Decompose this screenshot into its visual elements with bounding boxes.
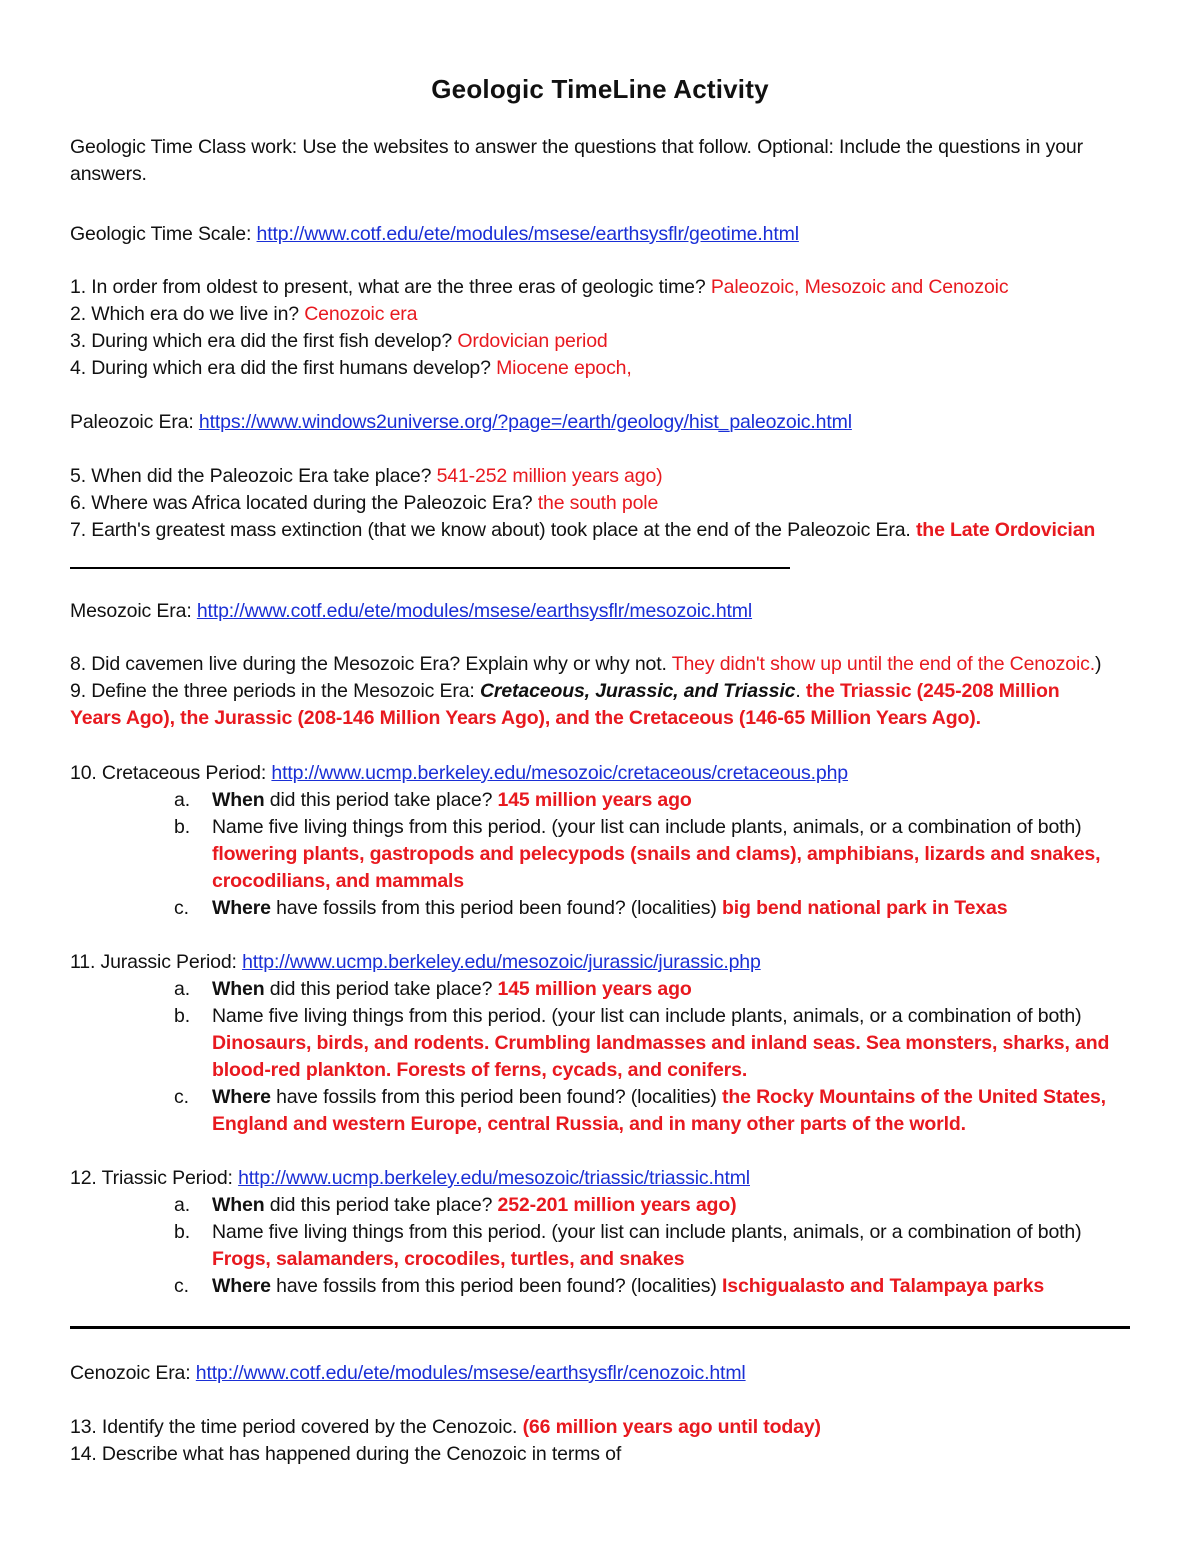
q11-item-b-answer-2: blood-red plankton. Forests of ferns, cycads, and conifers. [212,1059,748,1081]
list-marker: b. [174,816,190,838]
closing-paren: ) [1095,653,1102,675]
answer-text: Cenozoic era [304,303,418,325]
cenozoic-era-link[interactable]: http://www.cotf.edu/ete/modules/msese/earthsysflr/cenozoic.html [195,1362,746,1384]
question-6 [70,490,658,517]
list-marker: b. [174,1005,190,1027]
question-13 [70,1414,821,1441]
q11-item-b [174,1003,1081,1030]
keyword: Where [212,1086,271,1108]
mesozoic-era-link[interactable]: http://www.cotf.edu/ete/modules/msese/earthsysflr/mesozoic.html [196,600,753,622]
question-14 [70,1441,621,1468]
intro-line-1: Geologic Time Class work: Use the websites to answer the questions that follow. Optional: Include the questions in your [70,136,1083,158]
page-title: Geologic TimeLine Activity [431,74,769,104]
answer-text: Ordovician period [457,330,608,352]
question-text: 4. During which era did the first humans develop? [70,357,497,379]
cretaceous-period-label: 10. Cretaceous Period: [70,762,272,784]
list-marker: c. [174,1275,189,1297]
list-marker: c. [174,1086,189,1108]
question-text: have fossils from this period been found? (localities) [270,1086,723,1108]
jurassic-period-line [70,949,761,976]
list-marker: a. [174,978,190,1000]
answer-text: They didn't show up until the end of the Cenozoic. [671,653,1096,675]
mesozoic-era-line [70,598,752,625]
section-divider [70,567,790,569]
section-divider-thick [70,1326,1130,1329]
question-text: 8. Did cavemen live during the Mesozoic Era? Explain why or why not. [70,653,672,675]
answer-text: the Late Ordovician [915,519,1096,541]
question-9-answer-continued: Years Ago), the Jurassic (208-146 Million Years Ago), and the Cretaceous (146-65 Million Years Ago). [70,707,981,729]
question-text: 14. Describe what has happened during the Cenozoic in terms of [70,1443,622,1465]
answer-text: 145 million years ago [497,978,692,1000]
keyword: When [212,789,265,811]
list-marker: c. [174,897,189,919]
q10-item-b-answer-1: flowering plants, gastropods and pelecypods (snails and clams), amphibians, lizards and snakes, [212,843,1101,865]
q10-item-b-answer-2: crocodilians, and mammals [212,870,465,892]
question-text: Name five living things from this period. (your list can include plants, animals, or a combination of both) [212,1005,1082,1027]
paleozoic-era-line [70,409,852,436]
answer-text: Ischigualasto and Talampaya parks [722,1275,1045,1297]
keyword: When [212,978,265,1000]
geologic-time-scale-label: Geologic Time Scale: [70,223,257,245]
punctuation: . [795,680,806,702]
list-marker: a. [174,789,190,811]
question-7 [70,517,1095,544]
q11-item-a [174,976,692,1003]
emphasized-periods: Cretaceous, Jurassic, and Triassic [479,680,796,702]
question-text: have fossils from this period been found? (localities) [270,897,723,919]
answer-text: big bend national park in Texas [722,897,1008,919]
answer-text: 541-252 million years ago) [436,465,663,487]
answer-text: the Rocky Mountains of the United States, [722,1086,1106,1108]
triassic-period-line [70,1165,750,1192]
intro-line-2: answers. [70,163,147,185]
question-text: did this period take place? [264,1194,498,1216]
q12-item-b [174,1219,1081,1246]
keyword: Where [212,897,271,919]
q11-item-b-answer-1: Dinosaurs, birds, and rodents. Crumbling landmasses and inland seas. Sea monsters, sharks, and [212,1032,1110,1054]
question-4 [70,355,632,382]
question-5 [70,463,663,490]
q12-item-a [174,1192,736,1219]
question-text: 1. In order from oldest to present, what are the three eras of geologic time? [70,276,711,298]
triassic-period-link[interactable]: http://www.ucmp.berkeley.edu/mesozoic/triassic/triassic.html [238,1167,750,1189]
mesozoic-era-label: Mesozoic Era: [70,600,197,622]
cenozoic-era-label: Cenozoic Era: [70,1362,196,1384]
question-text: did this period take place? [264,789,498,811]
question-text: 5. When did the Paleozoic Era take place? [70,465,437,487]
keyword: When [212,1194,265,1216]
q10-item-c [174,895,1007,922]
list-marker: b. [174,1221,190,1243]
triassic-period-label: 12. Triassic Period: [70,1167,239,1189]
question-text: 7. Earth's greatest mass extinction (that we know about) took place at the end of the Paleozoic Era. [70,519,916,541]
question-text: did this period take place? [264,978,498,1000]
q11-item-c-answer-2: England and western Europe, central Russia, and in many other parts of the world. [212,1113,966,1135]
q10-item-a [174,787,692,814]
answer-text: 145 million years ago [497,789,692,811]
question-3 [70,328,608,355]
question-text: 6. Where was Africa located during the Paleozoic Era? [70,492,538,514]
answer-text: the Triassic (245-208 Million [805,680,1060,702]
answer-text: (66 million years ago until today) [522,1416,821,1438]
question-text: have fossils from this period been found? (localities) [270,1275,723,1297]
jurassic-period-link[interactable]: http://www.ucmp.berkeley.edu/mesozoic/jurassic/jurassic.php [242,951,761,973]
question-text: 3. During which era did the first fish develop? [70,330,458,352]
question-text: 2. Which era do we live in? [70,303,305,325]
answer-text: the south pole [537,492,659,514]
question-text: 9. Define the three periods in the Mesozoic Era: [70,680,480,702]
question-text: Name five living things from this period. (your list can include plants, animals, or a combination of both) [212,816,1082,838]
q11-item-c [174,1084,1106,1111]
q12-item-c [174,1273,1044,1300]
question-9 [70,678,1059,705]
paleozoic-era-link[interactable]: https://www.windows2universe.org/?page=/earth/geology/hist_paleozoic.html [198,411,852,433]
question-8 [70,651,1101,678]
question-text: 13. Identify the time period covered by the Cenozoic. [70,1416,523,1438]
answer-text: Paleozoic, Mesozoic and Cenozoic [710,276,1009,298]
list-marker: a. [174,1194,190,1216]
question-2 [70,301,417,328]
geologic-time-scale-line [70,221,799,248]
paleozoic-era-label: Paleozoic Era: [70,411,199,433]
answer-text: 252-201 million years ago) [497,1194,737,1216]
answer-text: Miocene epoch, [496,357,632,379]
cenozoic-era-line [70,1360,746,1387]
jurassic-period-label: 11. Jurassic Period: [70,951,243,973]
question-1 [70,274,1008,301]
geologic-time-scale-link[interactable]: http://www.cotf.edu/ete/modules/msese/earthsysflr/geotime.html [256,223,799,245]
cretaceous-period-line [70,760,848,787]
keyword: Where [212,1275,271,1297]
cretaceous-period-link[interactable]: http://www.ucmp.berkeley.edu/mesozoic/cretaceous/cretaceous.php [271,762,848,784]
q12-item-b-answer-1: Frogs, salamanders, crocodiles, turtles, and snakes [212,1248,685,1270]
q10-item-b [174,814,1081,841]
question-text: Name five living things from this period. (your list can include plants, animals, or a combination of both) [212,1221,1082,1243]
